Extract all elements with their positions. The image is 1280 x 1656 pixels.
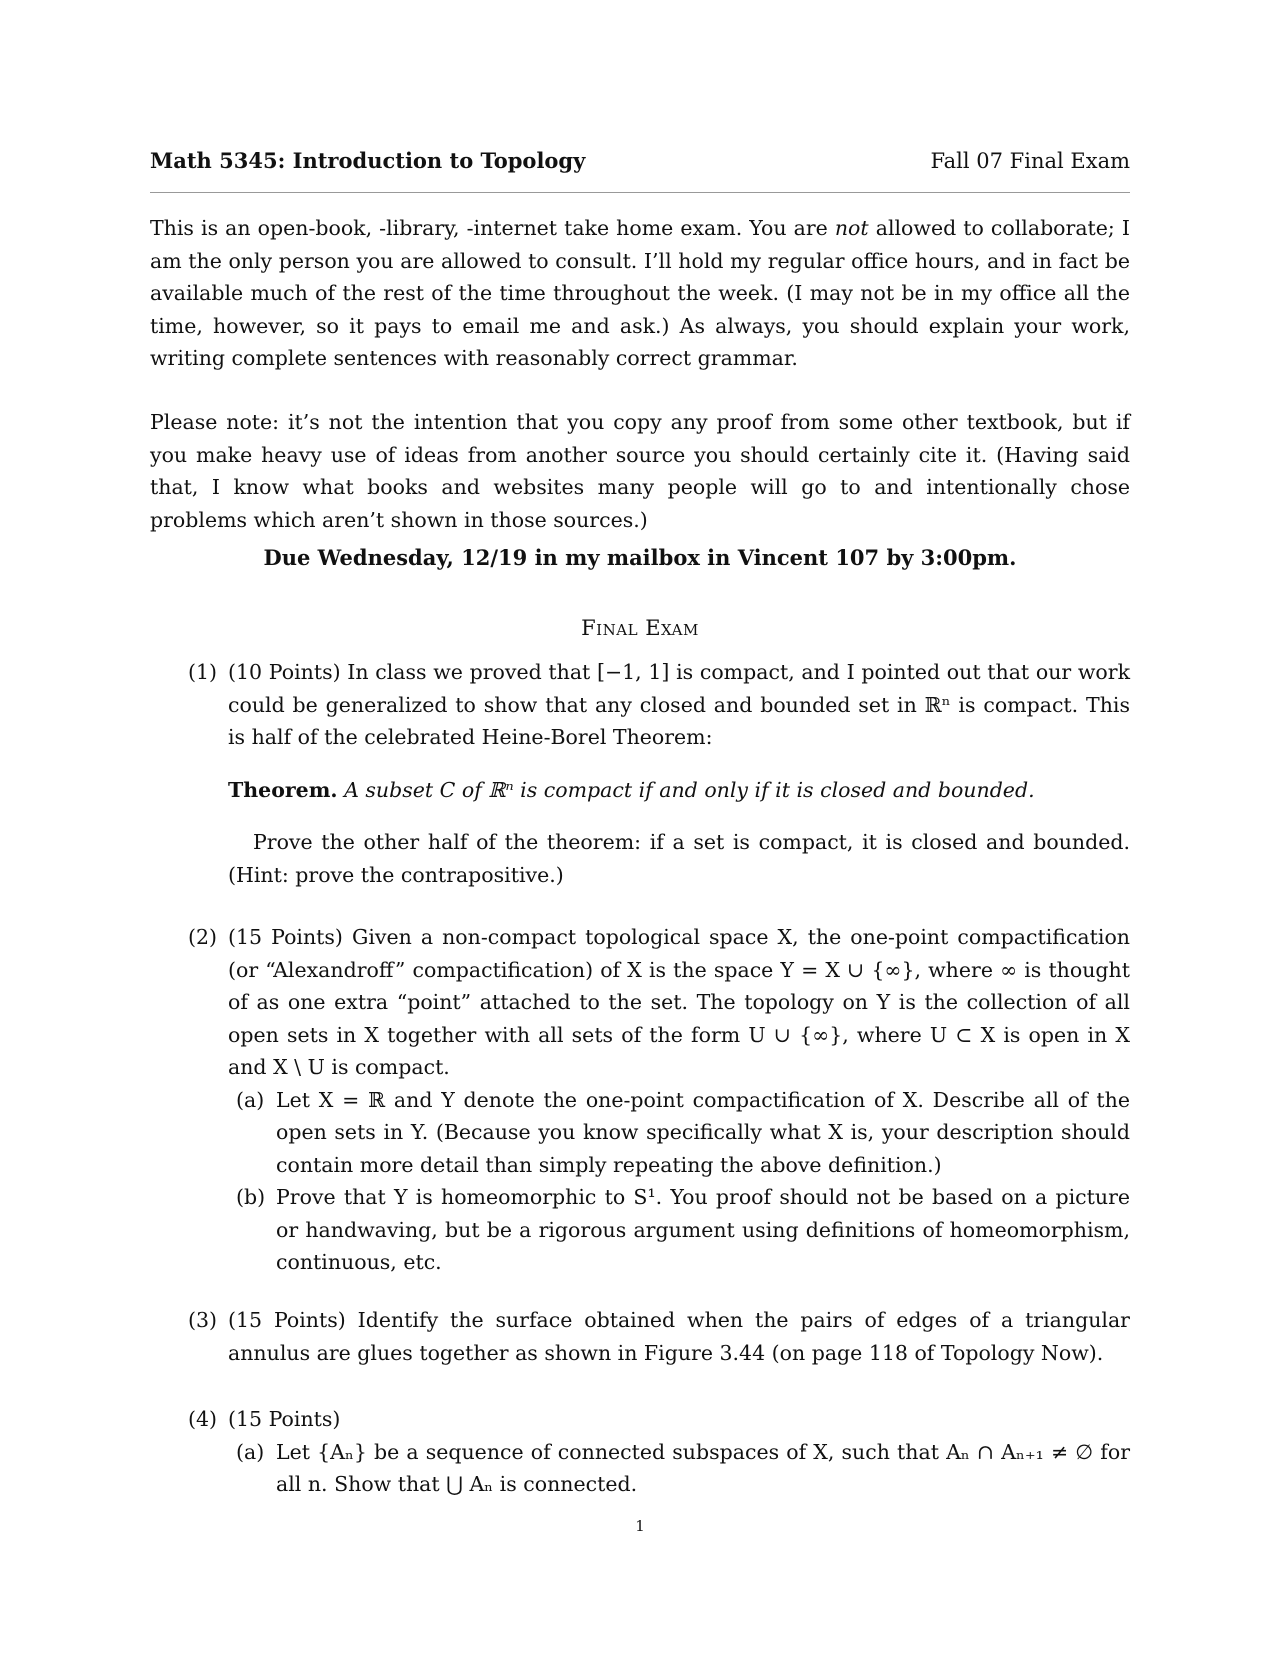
problem-text: (15 Points) Given a non-compact topological space X, the one-point compactification (or “Alexandroff” compactification) of X is the space Y = X ∪ {∞}, where ∞ is thought of as one extra “point” attached to the set. The topology on Y is the collection of all open sets in X together with all sets of the form U ∪ {∞}, where U ⊂ X is open in X and X \ U is compact.: [228, 925, 1130, 1079]
theorem-heading: Theorem.: [228, 777, 338, 802]
course-title: Math 5345: Introduction to Topology: [150, 148, 586, 173]
problem-number: (1): [188, 660, 218, 684]
problem-text: (10 Points) In class we proved that [−1, 1] is compact, and I pointed out that our work could be generalized to show that any closed and bounded set in ℝⁿ is compact. This is half of the celebrated Heine-Borel Theorem:: [228, 660, 1130, 749]
subproblem-text: Prove that Y is homeomorphic to S¹. You proof should not be based on a picture or handwaving, but be a rigorous argument using definitions of homeomorphism, continuous, etc.: [276, 1185, 1130, 1274]
subproblem-text: Let X = ℝ and Y denote the one-point compactification of X. Describe all of the open sets in Y. (Because you know specifically what X is, your description should contain more detail than simply repeating the above definition.): [276, 1087, 1130, 1177]
header-rule: [150, 192, 1130, 193]
document-page: [150, 0, 1130, 1656]
problem-text: (15 Points) Identify the surface obtained when the pairs of edges of a triangular annulus are glues together as shown in Figure 3.44 (on page 118 of Topology Now).: [228, 1308, 1130, 1365]
intro-text-2: allowed to collaborate; I am the only person you are allowed to consult. I’ll hold my regular office hours, and in fact be available much of the rest of the time throughout the week. (I may not be in my office all the time, however, so it pays to email me and ask.) As always, you should explain your work, writing complete sentences with reasonably correct grammar.: [150, 216, 1130, 370]
problem-4: [188, 1403, 1130, 1501]
subproblem-label: (a): [236, 1087, 265, 1112]
intro-paragraph: [150, 212, 1130, 375]
due-date: Due Wednesday, 12/19 in my mailbox in Vincent 107 by 3:00pm.: [263, 545, 1017, 570]
problem-3: [188, 1304, 1130, 1369]
exam-label: Fall 07 Final Exam: [930, 149, 1130, 173]
problem-2: [188, 921, 1130, 1279]
section-title: Final Exam: [581, 616, 699, 640]
problem-1: [188, 656, 1130, 891]
problem-task: Prove the other half of the theorem: if a set is compact, it is closed and bounded. (Hint: prove the contrapositive.): [228, 830, 1130, 887]
theorem-statement: A subset C of ℝⁿ is compact if and only if it is closed and bounded.: [344, 777, 1035, 802]
problem-number: (4): [188, 1407, 218, 1431]
subproblem-a: [236, 1436, 1130, 1501]
subproblem-a: [236, 1084, 1130, 1182]
subproblem-label: (a): [236, 1439, 265, 1464]
theorem: [228, 774, 1130, 807]
intro-text-1: This is an open-book, -library, -internet take home exam. You are: [150, 216, 835, 240]
problem-text: (15 Points): [228, 1407, 341, 1431]
note-paragraph: Please note: it’s not the intention that you copy any proof from some other textbook, but if you make heavy use of ideas from another source you should certainly cite it. (Having said that, I know what books and websites many people will go to and intentionally chose problems which aren’t shown in those sources.): [150, 410, 1130, 532]
subproblem-label: (b): [236, 1185, 266, 1209]
subproblem-b: [236, 1181, 1130, 1279]
subproblem-text: Let {Aₙ} be a sequence of connected subspaces of X, such that Aₙ ∩ Aₙ₊₁ ≠ ∅ for all n. Show that ⋃ Aₙ is connected.: [276, 1439, 1130, 1496]
page-number: 1: [635, 1517, 645, 1535]
page-header: [150, 145, 1130, 185]
problem-number: (3): [188, 1308, 218, 1332]
intro-emphasis: not: [834, 216, 869, 240]
problem-number: (2): [188, 925, 218, 949]
